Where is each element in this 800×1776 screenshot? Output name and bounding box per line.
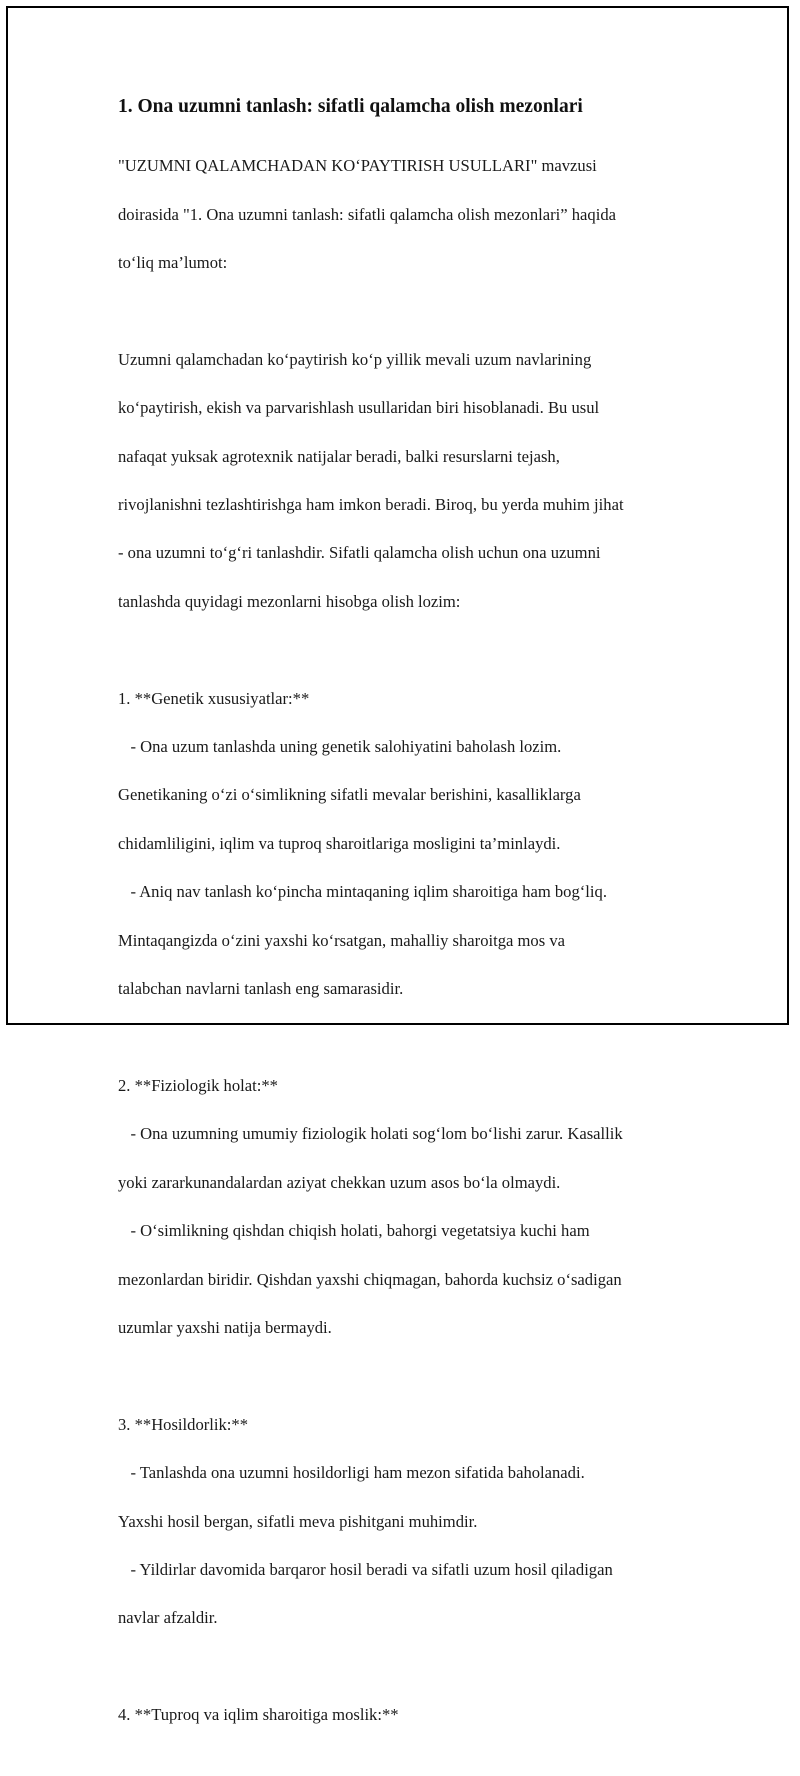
- text-line: - Ona uzum tanlashda uning genetik salohiyatini baholash lozim.: [118, 737, 562, 757]
- text-line: rivojlanishni tezlashtirishga ham imkon beradi. Biroq, bu yerda muhim jihat: [118, 495, 624, 515]
- overview-paragraph: [118, 324, 688, 639]
- section-heading: 1. **Genetik xususiyatlar:**: [118, 688, 310, 708]
- section-soil-climate: [118, 1679, 688, 1752]
- page-title: 1. Ona uzumni tanlash: sifatli qalamcha olish mezonlari: [118, 96, 583, 117]
- text-line: tanlashda quyidagi mezonlarni hisobga olish lozim:: [118, 591, 461, 611]
- text-line: talabchan navlarni tanlash eng samarasidir.: [118, 979, 404, 999]
- text-line: - ona uzumni to‘g‘ri tanlashdir. Sifatli qalamcha olish uchun ona uzumni: [118, 543, 601, 563]
- section-physiological: [118, 1050, 688, 1365]
- text-line: to‘liq ma’lumot:: [118, 253, 228, 273]
- section-heading: 4. **Tuproq va iqlim sharoitiga moslik:**: [118, 1705, 399, 1725]
- text-line: - Tanlashda ona uzumni hosildorligi ham mezon sifatida baholanadi.: [118, 1463, 585, 1483]
- page-frame: [6, 6, 789, 1725]
- text-line: doirasida "1. Ona uzumni tanlash: sifatli qalamcha olish mezonlari” haqida: [118, 204, 616, 224]
- text-line: - Yildirlar davomida barqaror hosil beradi va sifatli uzum hosil qiladigan: [118, 1559, 613, 1579]
- section-heading: 2. **Fiziologik holat:**: [118, 1075, 278, 1095]
- text-line: chidamliligini, iqlim va tuproq sharoitlariga mosligini ta’minlaydi.: [118, 833, 561, 853]
- intro-paragraph: [118, 130, 688, 299]
- document-body: [118, 94, 688, 1776]
- text-line: mezonlardan biridir. Qishdan yaxshi chiqmagan, bahorda kuchsiz o‘sadigan: [118, 1269, 622, 1289]
- text-line: Yaxshi hosil bergan, sifatli meva pishitgani muhimdir.: [118, 1511, 478, 1531]
- text-line: "UZUMNI QALAMCHADAN KO‘PAYTIRISH USULLARI" mavzusi: [118, 156, 597, 176]
- text-line: - Aniq nav tanlash ko‘pincha mintaqaning iqlim sharoitiga ham bog‘liq.: [118, 882, 607, 902]
- text-line: - Ona uzumning umumiy fiziologik holati sog‘lom bo‘lishi zarur. Kasallik: [118, 1124, 623, 1144]
- text-line: nafaqat yuksak agrotexnik natijalar beradi, balki resurslarni tejash,: [118, 446, 560, 466]
- text-line: - O‘simlikning qishdan chiqish holati, bahorgi vegetatsiya kuchi ham: [118, 1221, 590, 1241]
- text-line: uzumlar yaxshi natija bermaydi.: [118, 1317, 332, 1337]
- text-line: Uzumni qalamchadan ko‘paytirish ko‘p yillik mevali uzum navlarining: [118, 349, 592, 369]
- section-productivity: [118, 1389, 688, 1655]
- section-heading: 3. **Hosildorlik:**: [118, 1414, 248, 1434]
- text-line: yoki zararkunandalardan aziyat chekkan uzum asos bo‘la olmaydi.: [118, 1172, 561, 1192]
- text-line: ko‘paytirish, ekish va parvarishlash usullaridan biri hisoblanadi. Bu usul: [118, 398, 600, 418]
- text-line: Mintaqangizda o‘zini yaxshi ko‘rsatgan, mahalliy sharoitga mos va: [118, 930, 565, 950]
- section-genetic: [118, 662, 688, 1025]
- text-line: Genetikaning o‘zi o‘simlikning sifatli mevalar berishini, kasalliklarga: [118, 785, 581, 805]
- text-line: navlar afzaldir.: [118, 1608, 218, 1628]
